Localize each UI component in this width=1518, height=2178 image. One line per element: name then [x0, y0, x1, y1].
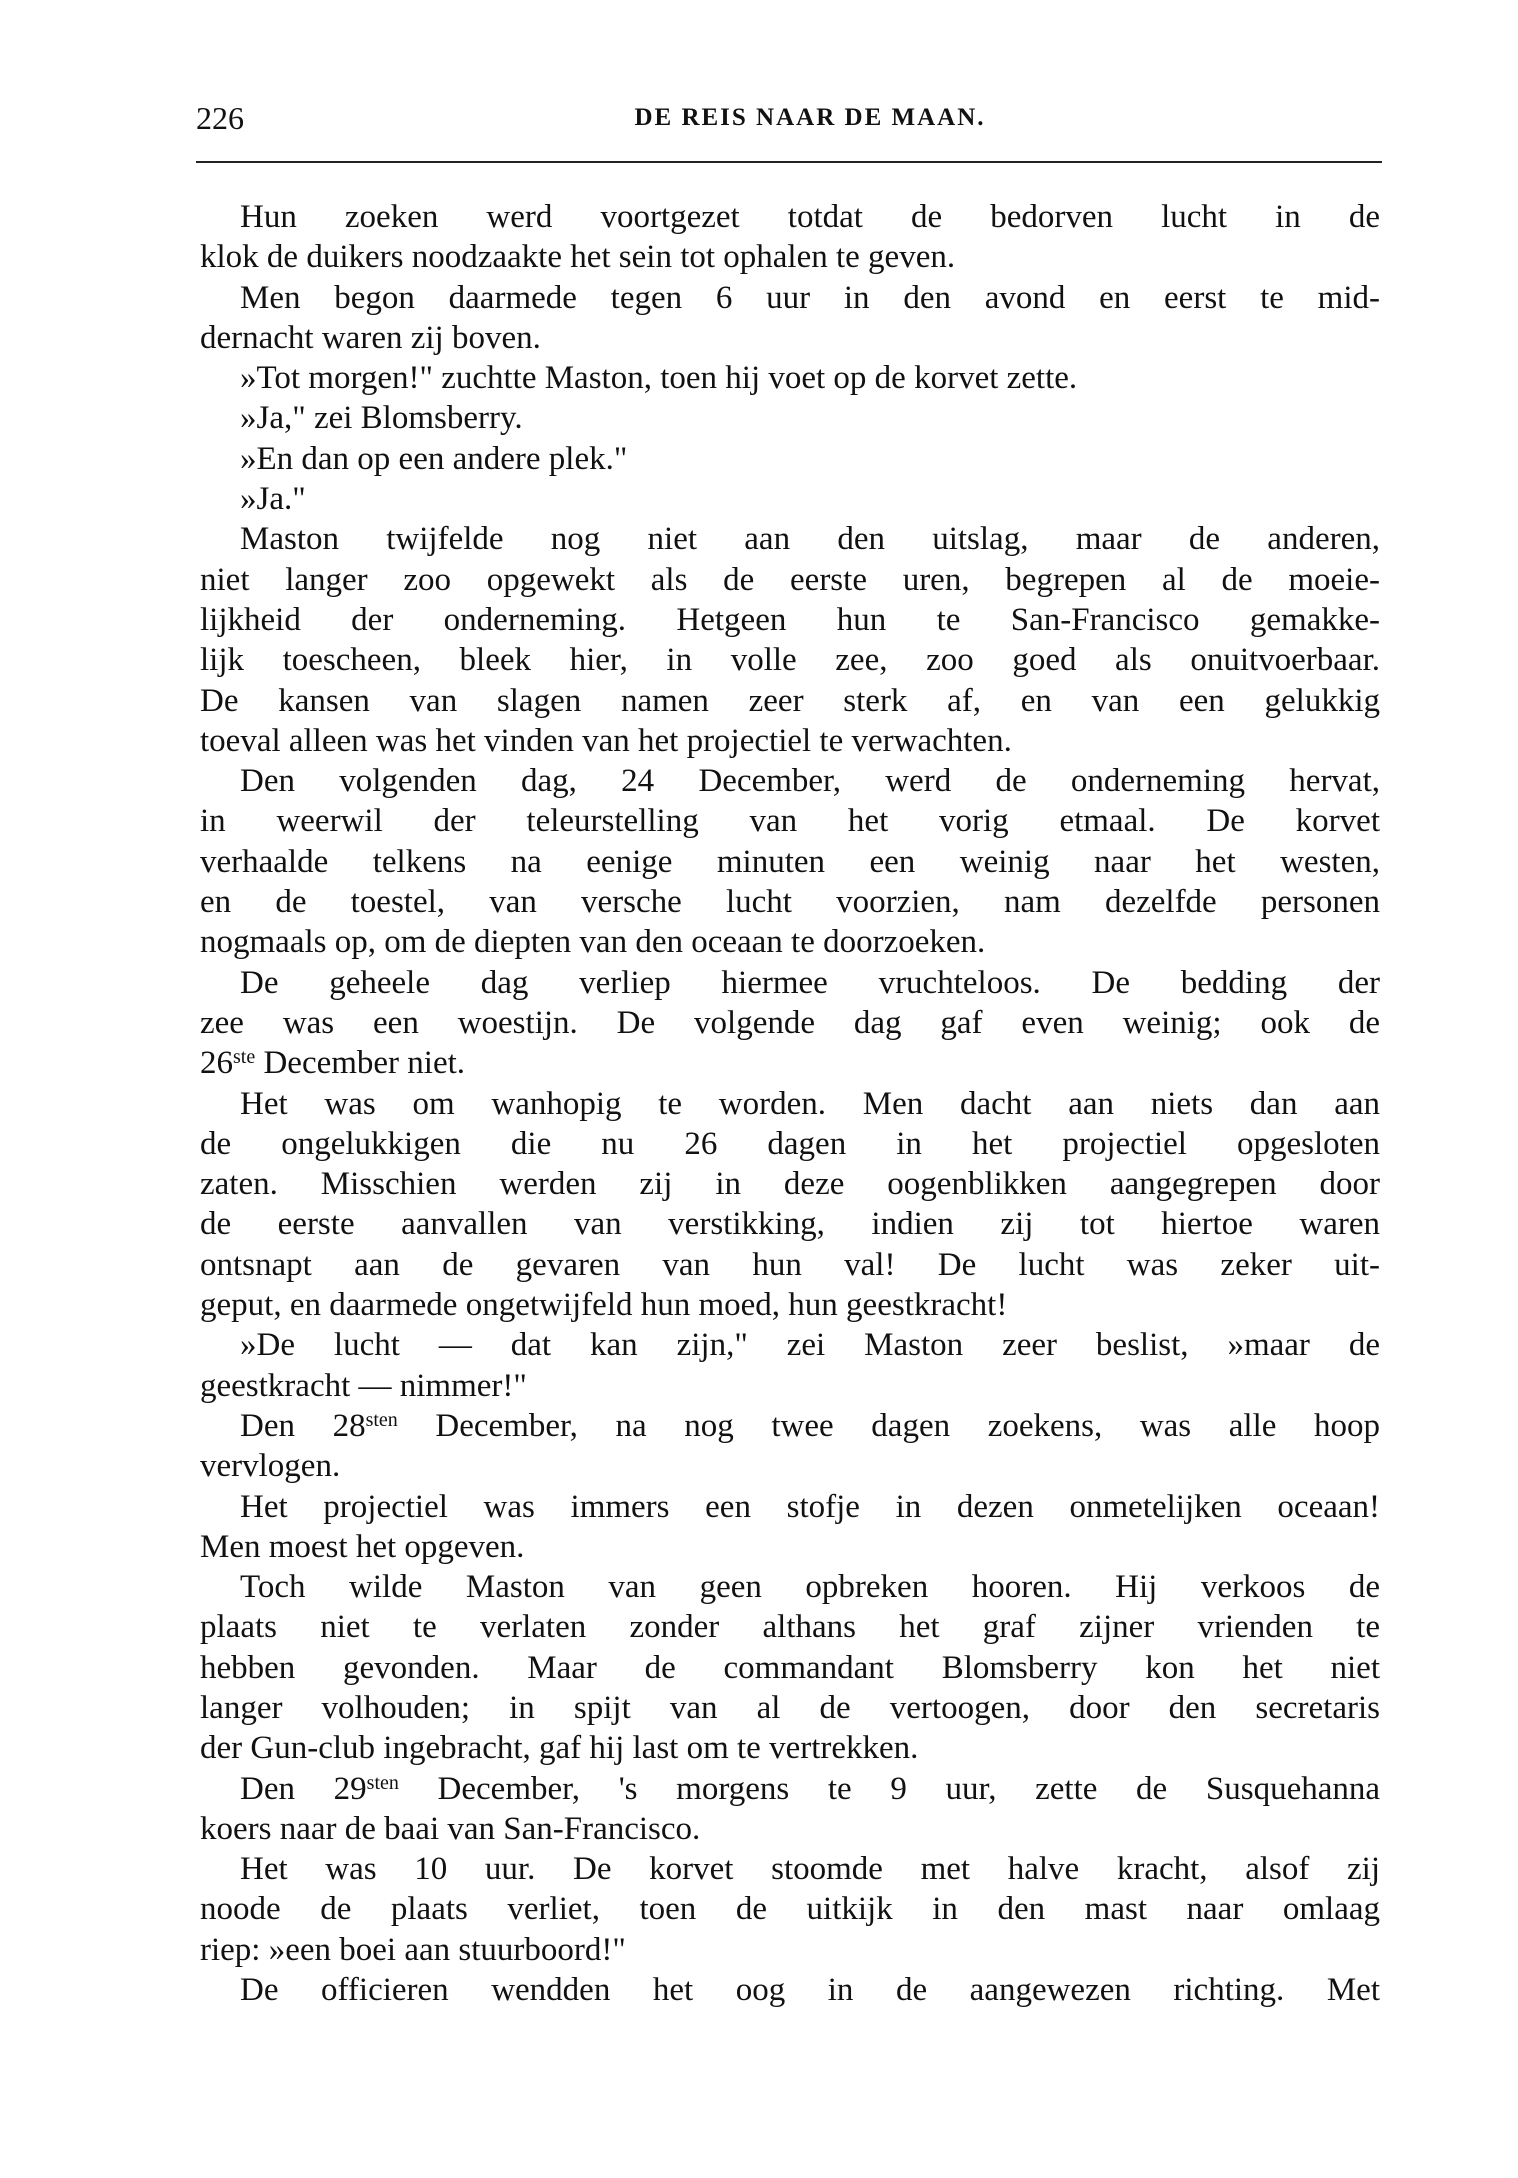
- text-line: in weerwil der teleurstelling van het vorig etmaal. De korvet: [200, 803, 1380, 840]
- text-line: zee was een woestijn. De volgende dag gaf even weinig; ook de: [200, 1004, 1380, 1041]
- text-line: De kansen van slagen namen zeer sterk af, en van een gelukkig: [200, 682, 1380, 719]
- text-line: »Ja.": [240, 481, 306, 518]
- page-number: 226: [196, 100, 244, 136]
- text-segment: 26: [200, 1045, 233, 1082]
- text-line: Men begon daarmede tegen 6 uur in den avond en eerst te mid-: [240, 279, 1380, 316]
- text-line: [200, 1043, 1380, 1083]
- text-line: Toch wilde Maston van geen opbreken hooren. Hij verkoos de: [240, 1569, 1380, 1606]
- text-line: koers naar de baai van San-Francisco.: [200, 1810, 701, 1847]
- text-line: langer volhouden; in spijt van al de vertoogen, door den secretaris: [200, 1689, 1380, 1726]
- text-line: [200, 1769, 1380, 1809]
- body-text: [200, 197, 1380, 2010]
- text-line: zaten. Misschien werden zij in deze oogenblikken aangegrepen door: [200, 1166, 1380, 1203]
- text-line: toeval alleen was het vinden van het projectiel te verwachten.: [200, 722, 1012, 759]
- text-line: verhaalde telkens na eenige minuten een weinig naar het westen,: [200, 843, 1380, 880]
- text-line: hebben gevonden. Maar de commandant Blomsberry kon het niet: [200, 1649, 1380, 1686]
- text-line: vervlogen.: [200, 1448, 341, 1485]
- text-segment: December niet.: [255, 1045, 466, 1082]
- ordinal-superscript: ste: [233, 1046, 256, 1069]
- text-line: klok de duikers noodzaakte het sein tot ophalen te geven.: [200, 239, 956, 276]
- text-line: dernacht waren zij boven.: [200, 319, 541, 356]
- text-line: Den volgenden dag, 24 December, werd de onderneming hervat,: [240, 763, 1380, 800]
- text-line: lijk toescheen, bleek hier, in volle zee, zoo goed als onuitvoerbaar.: [200, 642, 1380, 679]
- text-line: »En dan op een andere plek.": [240, 440, 628, 477]
- text-line: De geheele dag verliep hiermee vruchteloos. De bedding der: [240, 964, 1380, 1001]
- running-title: DE REIS NAAR DE MAAN.: [634, 104, 986, 131]
- text-line: »De lucht — dat kan zijn," zei Maston zeer beslist, »maar de: [240, 1327, 1380, 1364]
- text-line: Het was om wanhopig te worden. Men dacht aan niets dan aan: [240, 1085, 1380, 1122]
- text-line: de eerste aanvallen van verstikking, indien zij tot hiertoe waren: [200, 1206, 1380, 1243]
- text-line: [200, 1406, 1380, 1446]
- text-line: Men moest het opgeven.: [200, 1528, 525, 1565]
- text-segment: Den 28: [240, 1407, 366, 1444]
- text-line: nogmaals op, om de diepten van den oceaan te doorzoeken.: [200, 924, 986, 961]
- text-line: riep: »een boei aan stuurboord!": [200, 1931, 626, 1968]
- text-segment: December, na nog twee dagen zoekens, was alle hoop: [397, 1407, 1380, 1444]
- text-line: »Ja," zei Blomsberry.: [240, 400, 523, 437]
- text-segment: December, 's morgens te 9 uur, zette de Susquehanna: [398, 1770, 1381, 1807]
- text-line: Het projectiel was immers een stofje in dezen onmetelijken oceaan!: [240, 1488, 1380, 1525]
- text-line: De officieren wendden het oog in de aangewezen richting. Met: [240, 1972, 1380, 2009]
- text-line: »Tot morgen!" zuchtte Maston, toen hij voet op de korvet zette.: [240, 360, 1078, 397]
- text-line: ontsnapt aan de gevaren van hun val! De lucht was zeker uit-: [200, 1246, 1380, 1283]
- text-line: en de toestel, van versche lucht voorzien, nam dezelfde personen: [200, 884, 1380, 921]
- text-line: geestkracht — nimmer!": [200, 1367, 527, 1404]
- text-line: de ongelukkigen die nu 26 dagen in het projectiel opgesloten: [200, 1125, 1380, 1162]
- text-line: Maston twijfelde nog niet aan den uitslag, maar de anderen,: [240, 521, 1380, 558]
- ordinal-superscript: sten: [365, 1408, 398, 1431]
- text-line: geput, en daarmede ongetwijfeld hun moed, hun geestkracht!: [200, 1287, 1008, 1324]
- text-line: der Gun-club ingebracht, gaf hij last om te vertrekken.: [200, 1730, 919, 1767]
- text-line: lijkheid der onderneming. Hetgeen hun te San-Francisco gemakke-: [200, 601, 1380, 638]
- ordinal-superscript: sten: [366, 1771, 399, 1794]
- text-line: niet langer zoo opgewekt als de eerste uren, begrepen al de moeie-: [200, 561, 1380, 598]
- text-segment: Den 29: [240, 1770, 367, 1807]
- text-line: plaats niet te verlaten zonder althans het graf zijner vrienden te: [200, 1609, 1380, 1646]
- text-line: Het was 10 uur. De korvet stoomde met halve kracht, alsof zij: [240, 1851, 1380, 1888]
- header-rule: [196, 161, 1382, 163]
- text-line: Hun zoeken werd voortgezet totdat de bedorven lucht in de: [240, 199, 1380, 235]
- text-line: noode de plaats verliet, toen de uitkijk in den mast naar omlaag: [200, 1891, 1380, 1928]
